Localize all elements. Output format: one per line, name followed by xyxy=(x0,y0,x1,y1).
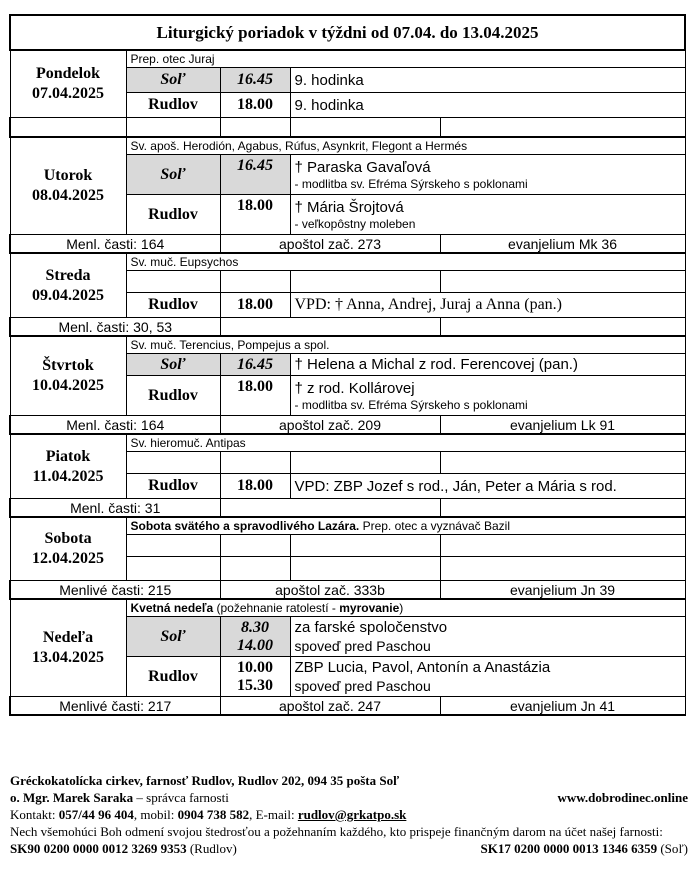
blessing-text: Nech všemohúci Boh odmení svojou štedrosťou a požehnaním každého, kto prispeje finančným darom na účet našej farnosti: xyxy=(10,824,663,839)
spacer xyxy=(126,557,220,581)
readings-menl: Menl. časti: 164 xyxy=(10,235,220,254)
spacer xyxy=(220,535,290,557)
readings-apostol xyxy=(220,499,440,518)
time: 18.00 xyxy=(220,195,290,235)
time: 16.45 xyxy=(220,68,290,93)
readings-evanj: evanjelium Lk 91 xyxy=(440,416,685,435)
spacer xyxy=(126,118,220,138)
readings-apostol: apoštol zač. 333b xyxy=(220,581,440,600)
time: 10.00 15.30 xyxy=(220,657,290,697)
readings-menl: Menl. časti: 164 xyxy=(10,416,220,435)
schedule-table xyxy=(9,14,686,716)
day-thursday: Štvrtok 10.04.2025 xyxy=(10,336,126,416)
place-rudlov: Rudlov xyxy=(126,293,220,318)
saint-monday: Prep. otec Juraj xyxy=(126,50,685,68)
email-link[interactable]: rudlov@grkatpo.sk xyxy=(297,807,407,822)
page-title: Liturgický poriadok v týždni od 07.04. do 13.04.2025 xyxy=(10,15,685,50)
time: 18.00 xyxy=(220,474,290,499)
website-link[interactable]: www.dobrodinec.online xyxy=(557,790,688,805)
contact-line: Kontakt: 057/44 96 404, mobil: 0904 738 582, E-mail: rudlov@grkatpo.sk xyxy=(10,807,407,822)
readings-apostol xyxy=(220,318,440,337)
mobile: 0904 738 582 xyxy=(177,807,250,822)
service-desc: VPD: † Anna, Andrej, Juraj a Anna (pan.) xyxy=(290,293,685,318)
time: 18.00 xyxy=(220,93,290,118)
spacer xyxy=(290,271,440,293)
time: 18.00 xyxy=(220,293,290,318)
time: 16.45 xyxy=(220,354,290,376)
service-desc: ZBP Lucia, Pavol, Antonín a Anastázia spoveď pred Paschou xyxy=(290,657,685,697)
saint-sunday: Kvetná nedeľa (požehnanie ratolestí - myrovanie) xyxy=(126,599,685,617)
spacer xyxy=(220,118,290,138)
schedule-sheet xyxy=(9,14,684,770)
day-saturday: Sobota 12.04.2025 xyxy=(10,517,126,581)
iban-sol: SK17 0200 0000 0013 1346 6359 xyxy=(480,841,658,856)
time: 16.45 xyxy=(220,155,290,195)
place-rudlov: Rudlov xyxy=(126,195,220,235)
time: 18.00 xyxy=(220,376,290,416)
readings-evanj xyxy=(440,499,685,518)
day-sunday: Nedeľa 13.04.2025 xyxy=(10,599,126,697)
service-desc: † Helena a Michal z rod. Ferencovej (pan.) xyxy=(290,354,685,376)
time: 8.30 14.00 xyxy=(220,617,290,657)
readings-apostol: apoštol zač. 273 xyxy=(220,235,440,254)
spacer xyxy=(220,557,290,581)
day-tuesday: Utorok 08.04.2025 xyxy=(10,137,126,235)
service-desc: VPD: ZBP Jozef s rod., Ján, Peter a Mária s rod. xyxy=(290,474,685,499)
place-rudlov: Rudlov xyxy=(126,474,220,499)
readings-evanj: evanjelium Jn 41 xyxy=(440,697,685,716)
readings-evanj: evanjelium Mk 36 xyxy=(440,235,685,254)
place-rudlov: Rudlov xyxy=(126,93,220,118)
spacer xyxy=(10,118,126,138)
day-monday: Pondelok 07.04.2025 xyxy=(10,50,126,118)
readings-apostol: apoštol zač. 209 xyxy=(220,416,440,435)
saint-thursday: Sv. muč. Terencius, Pompejus a spol. xyxy=(126,336,685,354)
spacer xyxy=(220,271,290,293)
place-rudlov: Rudlov xyxy=(126,657,220,697)
spacer xyxy=(290,557,440,581)
place-sol: Soľ xyxy=(126,155,220,195)
readings-evanj: evanjelium Jn 39 xyxy=(440,581,685,600)
service-desc: † Paraska Gavaľová - modlitba sv. Efréma Sýrskeho s poklonami xyxy=(290,155,685,195)
place-sol: Soľ xyxy=(126,617,220,657)
spacer xyxy=(126,271,220,293)
readings-menl: Menl. časti: 31 xyxy=(10,499,220,518)
spacer xyxy=(440,557,685,581)
day-wednesday: Streda 09.04.2025 xyxy=(10,253,126,318)
saint-tuesday: Sv. apoš. Herodión, Agabus, Rúfus, Asynkrit, Flegont a Hermés xyxy=(126,137,685,155)
saint-wednesday: Sv. muč. Eupsychos xyxy=(126,253,685,271)
iban-rudlov: SK90 0200 0000 0012 3269 9353 xyxy=(10,841,187,856)
parish-address: Gréckokatolícka cirkev, farnosť Rudlov, Rudlov 202, 094 35 pošta Soľ xyxy=(10,773,400,788)
spacer xyxy=(440,452,685,474)
spacer xyxy=(290,118,440,138)
service-desc: 9. hodinka xyxy=(290,93,685,118)
place-sol: Soľ xyxy=(126,68,220,93)
spacer xyxy=(290,535,440,557)
readings-menl: Menl. časti: 30, 53 xyxy=(10,318,220,337)
spacer xyxy=(440,271,685,293)
place-sol: Soľ xyxy=(126,354,220,376)
readings-apostol: apoštol zač. 247 xyxy=(220,697,440,716)
day-friday: Piatok 11.04.2025 xyxy=(10,434,126,499)
saint-saturday: Sobota svätého a spravodlivého Lazára. Prep. otec a vyznávač Bazil xyxy=(126,517,685,535)
spacer xyxy=(126,452,220,474)
spacer xyxy=(440,535,685,557)
spacer xyxy=(126,535,220,557)
readings-evanj xyxy=(440,318,685,337)
readings-menl: Menlivé časti: 217 xyxy=(10,697,220,716)
spacer xyxy=(440,118,685,138)
priest-name: o. Mgr. Marek Saraka xyxy=(10,790,134,805)
service-desc: za farské spoločenstvo spoveď pred Paschou xyxy=(290,617,685,657)
priest-role: – správca farnosti xyxy=(133,790,229,805)
saint-friday: Sv. hieromuč. Antipas xyxy=(126,434,685,452)
place-rudlov: Rudlov xyxy=(126,376,220,416)
spacer xyxy=(290,452,440,474)
phone: 057/44 96 404 xyxy=(58,807,134,822)
spacer xyxy=(220,452,290,474)
priest-line xyxy=(10,789,688,806)
footer xyxy=(10,772,688,857)
service-desc: † z rod. Kollárovej - modlitba sv. Efréma Sýrskeho s poklonami xyxy=(290,376,685,416)
readings-menl: Menlivé časti: 215 xyxy=(10,581,220,600)
service-desc: † Mária Šrojtová - veľkopôstny moleben xyxy=(290,195,685,235)
bank-accounts: SK90 0200 0000 0012 3269 9353 (Rudlov) SK17 0200 0000 0013 1346 6359 (Soľ) xyxy=(10,841,688,856)
service-desc: 9. hodinka xyxy=(290,68,685,93)
